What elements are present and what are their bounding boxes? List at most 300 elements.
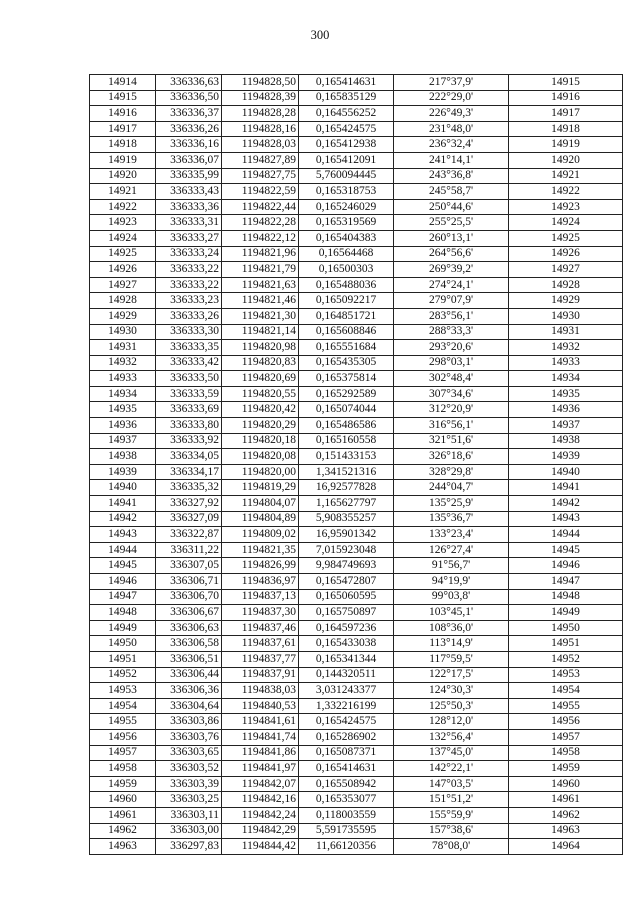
angle-cell: 231°48,0' (394, 121, 509, 137)
point-to-cell: 14922 (509, 184, 623, 200)
y-coordinate-cell: 1194822,28 (222, 215, 299, 231)
distance-cell: 1,341521316 (299, 464, 394, 480)
x-coordinate-cell: 336306,51 (156, 651, 222, 667)
y-coordinate-cell: 1194842,24 (222, 807, 299, 823)
point-from-cell: 14927 (90, 277, 156, 293)
point-to-cell: 14926 (509, 246, 623, 262)
angle-cell: 264°56,6' (394, 246, 509, 262)
y-coordinate-cell: 1194821,96 (222, 246, 299, 262)
x-coordinate-cell: 336307,05 (156, 558, 222, 574)
y-coordinate-cell: 1194821,14 (222, 324, 299, 340)
distance-cell: 0,165424575 (299, 714, 394, 730)
point-from-cell: 14950 (90, 636, 156, 652)
point-to-cell: 14916 (509, 90, 623, 106)
table-row (90, 558, 623, 574)
table-row (90, 168, 623, 184)
table-row (90, 386, 623, 402)
angle-cell: 274°24,1' (394, 277, 509, 293)
point-from-cell: 14931 (90, 340, 156, 356)
x-coordinate-cell: 336333,31 (156, 215, 222, 231)
y-coordinate-cell: 1194837,30 (222, 605, 299, 621)
x-coordinate-cell: 336306,71 (156, 574, 222, 590)
y-coordinate-cell: 1194842,16 (222, 792, 299, 808)
table-row (90, 230, 623, 246)
y-coordinate-cell: 1194820,55 (222, 386, 299, 402)
y-coordinate-cell: 1194821,46 (222, 293, 299, 309)
distance-cell: 0,165551684 (299, 340, 394, 356)
point-from-cell: 14960 (90, 792, 156, 808)
y-coordinate-cell: 1194820,18 (222, 433, 299, 449)
distance-cell: 0,144320511 (299, 667, 394, 683)
angle-cell: 128°12,0' (394, 714, 509, 730)
y-coordinate-cell: 1194827,75 (222, 168, 299, 184)
y-coordinate-cell: 1194836,97 (222, 574, 299, 590)
point-to-cell: 14943 (509, 511, 623, 527)
table-row (90, 761, 623, 777)
point-from-cell: 14942 (90, 511, 156, 527)
distance-cell: 0,165087371 (299, 745, 394, 761)
x-coordinate-cell: 336333,24 (156, 246, 222, 262)
point-from-cell: 14921 (90, 184, 156, 200)
y-coordinate-cell: 1194844,42 (222, 839, 299, 855)
distance-cell: 0,165750897 (299, 605, 394, 621)
angle-cell: 326°18,6' (394, 449, 509, 465)
point-from-cell: 14938 (90, 449, 156, 465)
table-row (90, 75, 623, 91)
point-from-cell: 14939 (90, 464, 156, 480)
point-to-cell: 14948 (509, 589, 623, 605)
point-to-cell: 14915 (509, 75, 623, 91)
y-coordinate-cell: 1194820,00 (222, 464, 299, 480)
angle-cell: 328°29,8' (394, 464, 509, 480)
point-from-cell: 14924 (90, 230, 156, 246)
point-to-cell: 14962 (509, 807, 623, 823)
x-coordinate-cell: 336303,00 (156, 823, 222, 839)
distance-cell: 0,165292589 (299, 386, 394, 402)
x-coordinate-cell: 336303,76 (156, 729, 222, 745)
point-from-cell: 14948 (90, 605, 156, 621)
angle-cell: 113°14,9' (394, 636, 509, 652)
angle-cell: 155°59,9' (394, 807, 509, 823)
point-from-cell: 14925 (90, 246, 156, 262)
table-row (90, 480, 623, 496)
point-from-cell: 14928 (90, 293, 156, 309)
distance-cell: 0,165319569 (299, 215, 394, 231)
point-from-cell: 14915 (90, 90, 156, 106)
angle-cell: 137°45,0' (394, 745, 509, 761)
point-to-cell: 14925 (509, 230, 623, 246)
point-from-cell: 14919 (90, 152, 156, 168)
table-row (90, 324, 623, 340)
point-from-cell: 14929 (90, 308, 156, 324)
point-from-cell: 14963 (90, 839, 156, 855)
point-from-cell: 14940 (90, 480, 156, 496)
y-coordinate-cell: 1194842,29 (222, 823, 299, 839)
y-coordinate-cell: 1194841,74 (222, 729, 299, 745)
point-from-cell: 14933 (90, 371, 156, 387)
y-coordinate-cell: 1194820,08 (222, 449, 299, 465)
point-from-cell: 14961 (90, 807, 156, 823)
angle-cell: 288°33,3' (394, 324, 509, 340)
x-coordinate-cell: 336306,70 (156, 589, 222, 605)
point-from-cell: 14937 (90, 433, 156, 449)
angle-cell: 307°34,6' (394, 386, 509, 402)
table-row (90, 745, 623, 761)
distance-cell: 0,165160558 (299, 433, 394, 449)
distance-cell: 0,165472807 (299, 574, 394, 590)
x-coordinate-cell: 336297,83 (156, 839, 222, 855)
x-coordinate-cell: 336335,99 (156, 168, 222, 184)
x-coordinate-cell: 336303,11 (156, 807, 222, 823)
x-coordinate-cell: 336334,17 (156, 464, 222, 480)
table-row (90, 246, 623, 262)
x-coordinate-cell: 336336,16 (156, 137, 222, 153)
y-coordinate-cell: 1194837,91 (222, 667, 299, 683)
point-from-cell: 14944 (90, 542, 156, 558)
x-coordinate-cell: 336336,26 (156, 121, 222, 137)
point-from-cell: 14943 (90, 527, 156, 543)
point-from-cell: 14934 (90, 386, 156, 402)
table-row (90, 90, 623, 106)
table-row (90, 714, 623, 730)
point-from-cell: 14947 (90, 589, 156, 605)
table-row (90, 215, 623, 231)
distance-cell: 0,165435305 (299, 355, 394, 371)
distance-cell: 0,164556252 (299, 106, 394, 122)
y-coordinate-cell: 1194819,29 (222, 480, 299, 496)
distance-cell: 0,16500303 (299, 262, 394, 278)
point-from-cell: 14954 (90, 698, 156, 714)
table-row (90, 137, 623, 153)
x-coordinate-cell: 336336,63 (156, 75, 222, 91)
x-coordinate-cell: 336303,52 (156, 761, 222, 777)
y-coordinate-cell: 1194821,63 (222, 277, 299, 293)
distance-cell: 0,165488036 (299, 277, 394, 293)
y-coordinate-cell: 1194827,89 (222, 152, 299, 168)
distance-cell: 0,165414631 (299, 75, 394, 91)
angle-cell: 316°56,1' (394, 418, 509, 434)
x-coordinate-cell: 336333,50 (156, 371, 222, 387)
point-to-cell: 14930 (509, 308, 623, 324)
point-to-cell: 14936 (509, 402, 623, 418)
table-row (90, 667, 623, 683)
table-row (90, 683, 623, 699)
point-to-cell: 14950 (509, 620, 623, 636)
point-from-cell: 14958 (90, 761, 156, 777)
distance-cell: 0,165412091 (299, 152, 394, 168)
distance-cell: 0,164597236 (299, 620, 394, 636)
distance-cell: 5,908355257 (299, 511, 394, 527)
x-coordinate-cell: 336304,64 (156, 698, 222, 714)
x-coordinate-cell: 336333,35 (156, 340, 222, 356)
table-row (90, 792, 623, 808)
x-coordinate-cell: 336333,22 (156, 262, 222, 278)
point-from-cell: 14930 (90, 324, 156, 340)
table-row (90, 698, 623, 714)
distance-cell: 0,165341344 (299, 651, 394, 667)
point-from-cell: 14945 (90, 558, 156, 574)
y-coordinate-cell: 1194840,53 (222, 698, 299, 714)
point-from-cell: 14926 (90, 262, 156, 278)
y-coordinate-cell: 1194826,99 (222, 558, 299, 574)
x-coordinate-cell: 336334,05 (156, 449, 222, 465)
point-from-cell: 14922 (90, 199, 156, 215)
x-coordinate-cell: 336311,22 (156, 542, 222, 558)
angle-cell: 124°30,3' (394, 683, 509, 699)
point-from-cell: 14953 (90, 683, 156, 699)
point-to-cell: 14949 (509, 605, 623, 621)
x-coordinate-cell: 336306,67 (156, 605, 222, 621)
angle-cell: 302°48,4' (394, 371, 509, 387)
point-from-cell: 14956 (90, 729, 156, 745)
x-coordinate-cell: 336335,32 (156, 480, 222, 496)
x-coordinate-cell: 336333,69 (156, 402, 222, 418)
angle-cell: 126°27,4' (394, 542, 509, 558)
table-row (90, 106, 623, 122)
x-coordinate-cell: 336327,92 (156, 496, 222, 512)
x-coordinate-cell: 336336,07 (156, 152, 222, 168)
point-to-cell: 14932 (509, 340, 623, 356)
distance-cell: 0,118003559 (299, 807, 394, 823)
distance-cell: 11,66120356 (299, 839, 394, 855)
point-from-cell: 14957 (90, 745, 156, 761)
point-from-cell: 14923 (90, 215, 156, 231)
angle-cell: 260°13,1' (394, 230, 509, 246)
table-row (90, 729, 623, 745)
point-to-cell: 14946 (509, 558, 623, 574)
y-coordinate-cell: 1194804,89 (222, 511, 299, 527)
table-row (90, 262, 623, 278)
y-coordinate-cell: 1194828,50 (222, 75, 299, 91)
angle-cell: 279°07,9' (394, 293, 509, 309)
distance-cell: 9,984749693 (299, 558, 394, 574)
table-row (90, 402, 623, 418)
point-to-cell: 14960 (509, 776, 623, 792)
distance-cell: 16,95901342 (299, 527, 394, 543)
point-to-cell: 14927 (509, 262, 623, 278)
angle-cell: 122°17,5' (394, 667, 509, 683)
point-from-cell: 14955 (90, 714, 156, 730)
table-row (90, 839, 623, 855)
angle-cell: 241°14,1' (394, 152, 509, 168)
y-coordinate-cell: 1194822,59 (222, 184, 299, 200)
angle-cell: 94°19,9' (394, 574, 509, 590)
table-row (90, 449, 623, 465)
distance-cell: 1,332216199 (299, 698, 394, 714)
point-from-cell: 14918 (90, 137, 156, 153)
point-to-cell: 14942 (509, 496, 623, 512)
point-from-cell: 14946 (90, 574, 156, 590)
table-row (90, 807, 623, 823)
coordinates-table (89, 74, 623, 855)
y-coordinate-cell: 1194828,39 (222, 90, 299, 106)
table-row (90, 776, 623, 792)
angle-cell: 135°36,7' (394, 511, 509, 527)
table-row (90, 620, 623, 636)
distance-cell: 0,165424575 (299, 121, 394, 137)
distance-cell: 0,165608846 (299, 324, 394, 340)
y-coordinate-cell: 1194828,03 (222, 137, 299, 153)
angle-cell: 147°03,5' (394, 776, 509, 792)
table-row (90, 418, 623, 434)
distance-cell: 0,165353077 (299, 792, 394, 808)
y-coordinate-cell: 1194837,46 (222, 620, 299, 636)
point-to-cell: 14924 (509, 215, 623, 231)
distance-cell: 16,92577828 (299, 480, 394, 496)
point-to-cell: 14963 (509, 823, 623, 839)
angle-cell: 293°20,6' (394, 340, 509, 356)
distance-cell: 0,165092217 (299, 293, 394, 309)
distance-cell: 0,165060595 (299, 589, 394, 605)
x-coordinate-cell: 336336,37 (156, 106, 222, 122)
point-to-cell: 14947 (509, 574, 623, 590)
table-row (90, 823, 623, 839)
point-from-cell: 14951 (90, 651, 156, 667)
point-to-cell: 14919 (509, 137, 623, 153)
y-coordinate-cell: 1194841,97 (222, 761, 299, 777)
table-row (90, 199, 623, 215)
angle-cell: 269°39,2' (394, 262, 509, 278)
angle-cell: 312°20,9' (394, 402, 509, 418)
x-coordinate-cell: 336322,87 (156, 527, 222, 543)
angle-cell: 321°51,6' (394, 433, 509, 449)
distance-cell: 1,165627797 (299, 496, 394, 512)
y-coordinate-cell: 1194838,03 (222, 683, 299, 699)
x-coordinate-cell: 336333,36 (156, 199, 222, 215)
table-row (90, 433, 623, 449)
x-coordinate-cell: 336303,39 (156, 776, 222, 792)
point-to-cell: 14929 (509, 293, 623, 309)
table-row (90, 184, 623, 200)
point-to-cell: 14954 (509, 683, 623, 699)
angle-cell: 132°56,4' (394, 729, 509, 745)
table-row (90, 511, 623, 527)
angle-cell: 245°58,7' (394, 184, 509, 200)
angle-cell: 217°37,9' (394, 75, 509, 91)
table-row (90, 340, 623, 356)
table-row (90, 293, 623, 309)
point-to-cell: 14920 (509, 152, 623, 168)
angle-cell: 226°49,3' (394, 106, 509, 122)
distance-cell: 0,151433153 (299, 449, 394, 465)
angle-cell: 243°36,8' (394, 168, 509, 184)
distance-cell: 0,165375814 (299, 371, 394, 387)
y-coordinate-cell: 1194841,61 (222, 714, 299, 730)
point-from-cell: 14941 (90, 496, 156, 512)
angle-cell: 99°03,8' (394, 589, 509, 605)
x-coordinate-cell: 336306,36 (156, 683, 222, 699)
angle-cell: 151°51,2' (394, 792, 509, 808)
x-coordinate-cell: 336306,58 (156, 636, 222, 652)
table-row (90, 651, 623, 667)
distance-cell: 0,164851721 (299, 308, 394, 324)
point-from-cell: 14920 (90, 168, 156, 184)
angle-cell: 283°56,1' (394, 308, 509, 324)
point-to-cell: 14944 (509, 527, 623, 543)
point-to-cell: 14939 (509, 449, 623, 465)
angle-cell: 117°59,5' (394, 651, 509, 667)
point-from-cell: 14935 (90, 402, 156, 418)
angle-cell: 78°08,0' (394, 839, 509, 855)
angle-cell: 108°36,0' (394, 620, 509, 636)
point-to-cell: 14917 (509, 106, 623, 122)
table-row (90, 636, 623, 652)
point-to-cell: 14931 (509, 324, 623, 340)
point-to-cell: 14953 (509, 667, 623, 683)
angle-cell: 103°45,1' (394, 605, 509, 621)
point-to-cell: 14941 (509, 480, 623, 496)
distance-cell: 7,015923048 (299, 542, 394, 558)
point-to-cell: 14918 (509, 121, 623, 137)
point-to-cell: 14945 (509, 542, 623, 558)
distance-cell: 3,031243377 (299, 683, 394, 699)
table-row (90, 542, 623, 558)
x-coordinate-cell: 336303,86 (156, 714, 222, 730)
distance-cell: 0,165835129 (299, 90, 394, 106)
point-to-cell: 14959 (509, 761, 623, 777)
x-coordinate-cell: 336333,92 (156, 433, 222, 449)
table-row (90, 308, 623, 324)
x-coordinate-cell: 336327,09 (156, 511, 222, 527)
table-row (90, 121, 623, 137)
y-coordinate-cell: 1194828,28 (222, 106, 299, 122)
point-from-cell: 14916 (90, 106, 156, 122)
x-coordinate-cell: 336333,43 (156, 184, 222, 200)
y-coordinate-cell: 1194820,98 (222, 340, 299, 356)
y-coordinate-cell: 1194841,86 (222, 745, 299, 761)
point-from-cell: 14959 (90, 776, 156, 792)
table-row (90, 605, 623, 621)
distance-cell: 0,16564468 (299, 246, 394, 262)
page-number: 300 (310, 28, 330, 42)
y-coordinate-cell: 1194837,77 (222, 651, 299, 667)
x-coordinate-cell: 336333,30 (156, 324, 222, 340)
distance-cell: 0,165508942 (299, 776, 394, 792)
y-coordinate-cell: 1194842,07 (222, 776, 299, 792)
point-to-cell: 14921 (509, 168, 623, 184)
angle-cell: 244°04,7' (394, 480, 509, 496)
y-coordinate-cell: 1194821,79 (222, 262, 299, 278)
distance-cell: 5,760094445 (299, 168, 394, 184)
point-to-cell: 14956 (509, 714, 623, 730)
angle-cell: 255°25,5' (394, 215, 509, 231)
x-coordinate-cell: 336333,26 (156, 308, 222, 324)
point-to-cell: 14937 (509, 418, 623, 434)
y-coordinate-cell: 1194821,30 (222, 308, 299, 324)
point-to-cell: 14957 (509, 729, 623, 745)
angle-cell: 157°38,6' (394, 823, 509, 839)
table-row (90, 527, 623, 543)
table-row (90, 464, 623, 480)
distance-cell: 0,165074044 (299, 402, 394, 418)
y-coordinate-cell: 1194804,07 (222, 496, 299, 512)
point-to-cell: 14951 (509, 636, 623, 652)
x-coordinate-cell: 336333,23 (156, 293, 222, 309)
x-coordinate-cell: 336333,80 (156, 418, 222, 434)
distance-cell: 0,165404383 (299, 230, 394, 246)
point-from-cell: 14952 (90, 667, 156, 683)
distance-cell: 0,165246029 (299, 199, 394, 215)
y-coordinate-cell: 1194820,83 (222, 355, 299, 371)
point-to-cell: 14935 (509, 386, 623, 402)
x-coordinate-cell: 336336,50 (156, 90, 222, 106)
table-row (90, 277, 623, 293)
point-to-cell: 14964 (509, 839, 623, 855)
x-coordinate-cell: 336333,27 (156, 230, 222, 246)
table-body (90, 75, 623, 855)
point-to-cell: 14952 (509, 651, 623, 667)
angle-cell: 222°29,0' (394, 90, 509, 106)
